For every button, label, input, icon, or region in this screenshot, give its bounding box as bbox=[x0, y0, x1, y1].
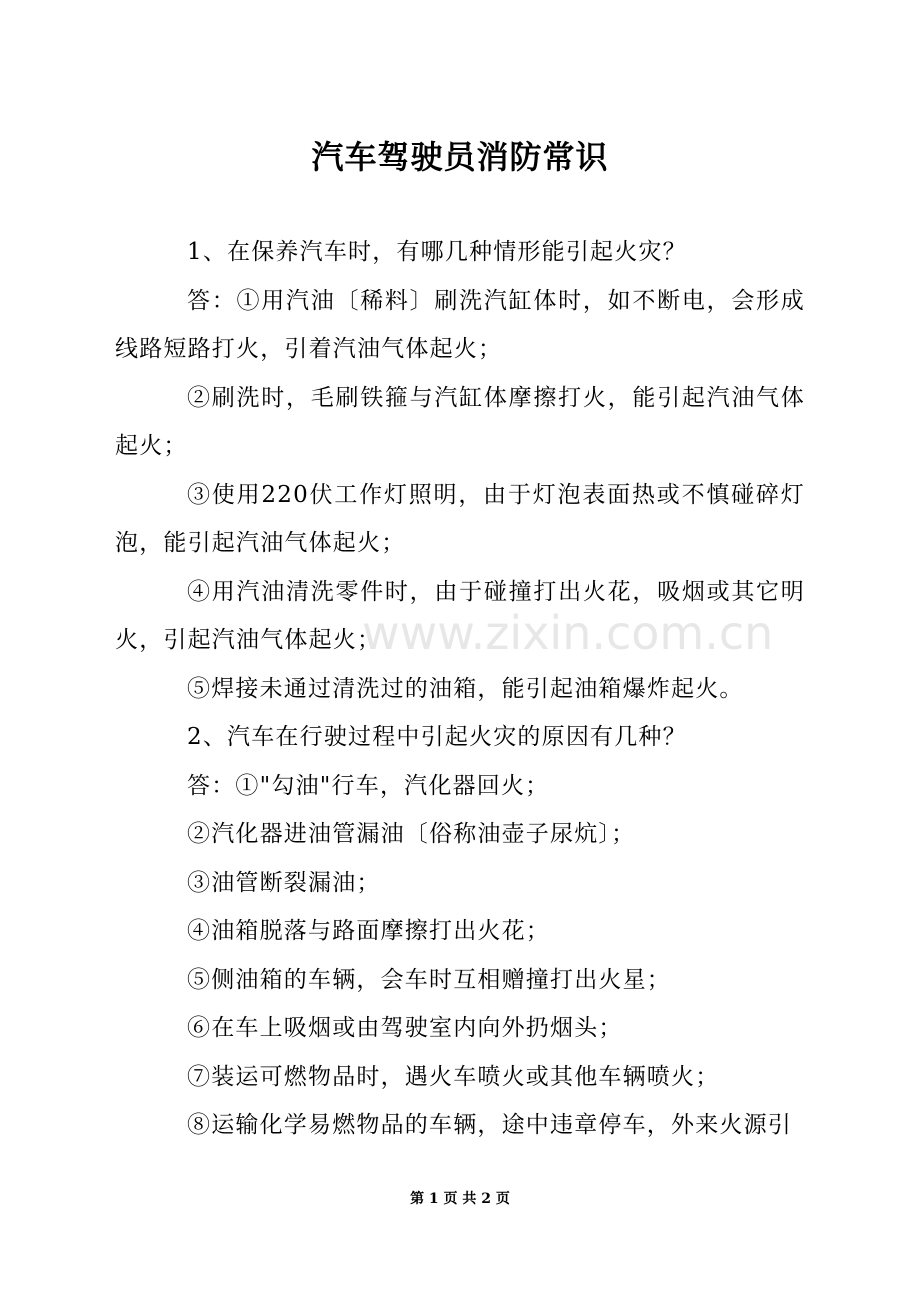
paragraph-answer-1-4: ④用汽油清洗零件时，由于碰撞打出火花，吸烟或其它明火，引起汽油气体起火； bbox=[115, 578, 805, 653]
page-footer: 第 1 页 共 2 页 bbox=[410, 1191, 510, 1207]
paragraph-answer-2-6: ⑥在车上吸烟或由驾驶室内向外扔烟头； bbox=[187, 1015, 623, 1041]
paragraph-question-2: 2、汽车在行驶过程中引起火灾的原因有几种？ bbox=[187, 724, 687, 750]
paragraph-answer-2-8: ⑧运输化学易燃物品的车辆，途中违章停车，外来火源引 bbox=[187, 1112, 792, 1138]
paragraph-answer-2-3: ③油管断裂漏油； bbox=[187, 869, 381, 896]
paragraph-answer-1-5: ⑤焊接未通过清洗过的油箱，能引起油箱爆炸起火。 bbox=[187, 675, 744, 702]
paragraph-answer-2-7: ⑦装运可燃物品时，遇火车喷火或其他车辆喷火； bbox=[187, 1063, 720, 1090]
paragraph-question-1: 1、在保养汽车时，有哪几种情形能引起火灾？ bbox=[187, 239, 687, 265]
paragraph-answer-2-4: ④油箱脱落与路面摩擦打出火花； bbox=[187, 918, 550, 944]
paragraph-answer-2-5: ⑤侧油箱的车辆，会车时互相赠撞打出火星； bbox=[187, 966, 671, 993]
watermark-text: www.zixin.com.cn bbox=[362, 606, 774, 660]
paragraph-answer-1-3: ③使用220伏工作灯照明，由于灯泡表面热或不慎碰碎灯泡，能引起汽油气体起火； bbox=[115, 481, 805, 556]
paragraph-answer-2-1: 答：①"勾油"行车，汽化器回火； bbox=[187, 772, 550, 799]
document-title: 汽车驾驶员消防常识 bbox=[311, 138, 609, 176]
paragraph-answer-2-2: ②汽化器进油管漏油〔俗称油壶子尿炕〕； bbox=[187, 821, 636, 847]
paragraph-answer-1-2: ②刷洗时，毛刷铁箍与汽缸体摩擦打火，能引起汽油气体起火； bbox=[115, 384, 805, 459]
document-body bbox=[115, 228, 805, 1150]
paragraph-answer-1-1: 答：①用汽油〔稀料〕刷洗汽缸体时，如不断电，会形成线路短路打火，引着汽油气体起火； bbox=[115, 287, 805, 362]
